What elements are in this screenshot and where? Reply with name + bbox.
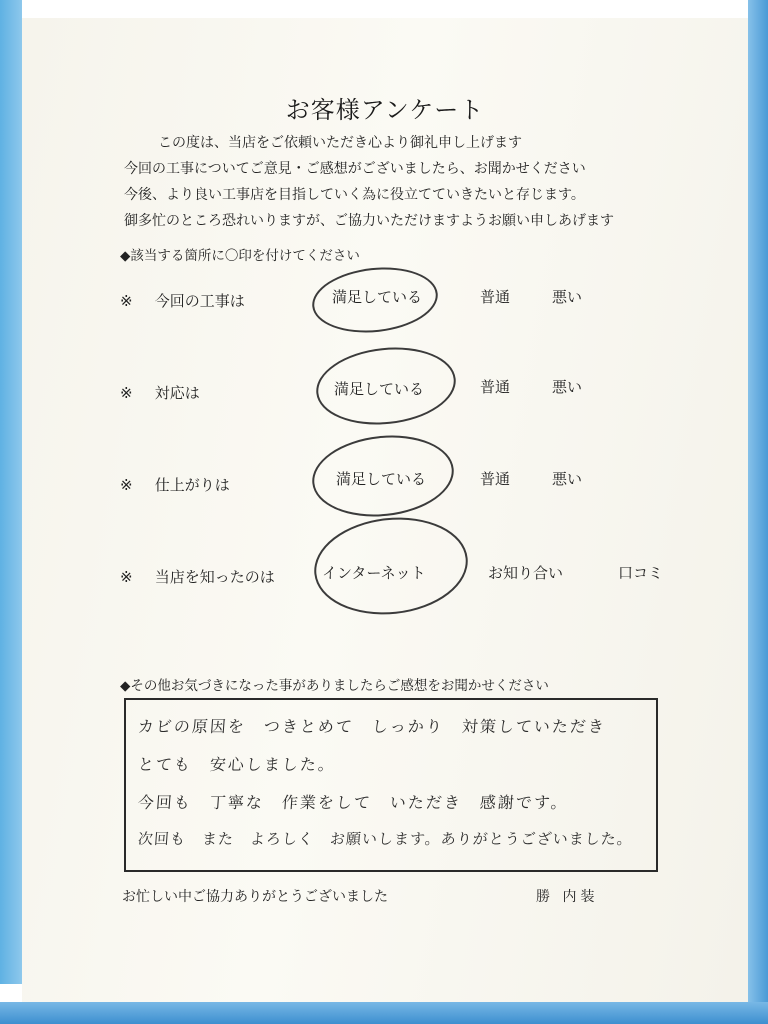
intro-line: 御多忙のところ恐れいりますが、ご協力いただけますようお願い申しあげます <box>124 213 614 229</box>
question-label: 当店を知ったのは <box>154 568 275 586</box>
survey-sheet <box>22 18 748 1002</box>
question-label: 仕上がりは <box>154 476 230 494</box>
reference-mark: ※ <box>120 384 133 402</box>
question-label: 今回の工事は <box>154 292 245 310</box>
question-source <box>120 566 275 587</box>
thank-you-footer: お忙しい中ご協力ありがとうございました <box>122 889 388 905</box>
option-satisfied[interactable]: 満足している <box>332 288 423 306</box>
option-normal[interactable]: 普通 <box>480 288 511 306</box>
comment-prompt: ◆その他お気づきになった事がありましたらご感想をお聞かせください <box>120 678 549 694</box>
option-satisfied[interactable]: 満足している <box>336 470 427 488</box>
company-name: 勝 内装 <box>536 889 599 905</box>
intro-line: この度は、当店をご依頼いただき心より御礼申し上げます <box>158 135 522 151</box>
comment-box[interactable] <box>124 698 658 872</box>
handwritten-comment-line: カビの原因を つきとめて しっかり 対策していただき <box>137 717 607 736</box>
option-bad[interactable]: 悪い <box>552 288 583 306</box>
option-word-of-mouth[interactable]: 口コミ <box>618 564 664 582</box>
intro-line: 今回の工事についてご意見・ご感想がございましたら、お聞かせください <box>124 161 586 177</box>
reference-mark: ※ <box>120 568 133 586</box>
option-acquaintance[interactable]: お知り合い <box>488 564 564 582</box>
handwritten-comment-line: 次回も また よろしく お願いします。ありがとうございました。 <box>137 830 634 848</box>
option-normal[interactable]: 普通 <box>480 470 511 488</box>
question-service <box>120 382 200 403</box>
instruction: ◆該当する箇所に〇印を付けてください <box>120 248 360 264</box>
reference-mark: ※ <box>120 292 133 310</box>
intro-line: 今後、より良い工事店を目指していく為に役立てていきたいと存じます。 <box>124 187 585 203</box>
option-bad[interactable]: 悪い <box>552 470 583 488</box>
handwritten-comment-line: とても 安心しました。 <box>137 755 337 774</box>
option-internet[interactable]: インターネット <box>322 564 426 582</box>
handwritten-comment-line: 今回も 丁寧な 作業をして いただき 感謝です。 <box>137 793 570 812</box>
reference-mark: ※ <box>120 476 133 494</box>
option-bad[interactable]: 悪い <box>552 378 583 396</box>
question-label: 対応は <box>154 384 200 402</box>
survey-title: お客様アンケート <box>285 96 485 124</box>
option-satisfied[interactable]: 満足している <box>334 380 425 398</box>
question-finish <box>120 474 230 495</box>
intro-text <box>124 130 614 234</box>
option-normal[interactable]: 普通 <box>480 378 511 396</box>
question-work <box>120 290 245 311</box>
blue-surface-bottom <box>0 1002 768 1024</box>
blue-surface-right <box>748 0 768 1024</box>
blue-surface-left <box>0 0 22 984</box>
